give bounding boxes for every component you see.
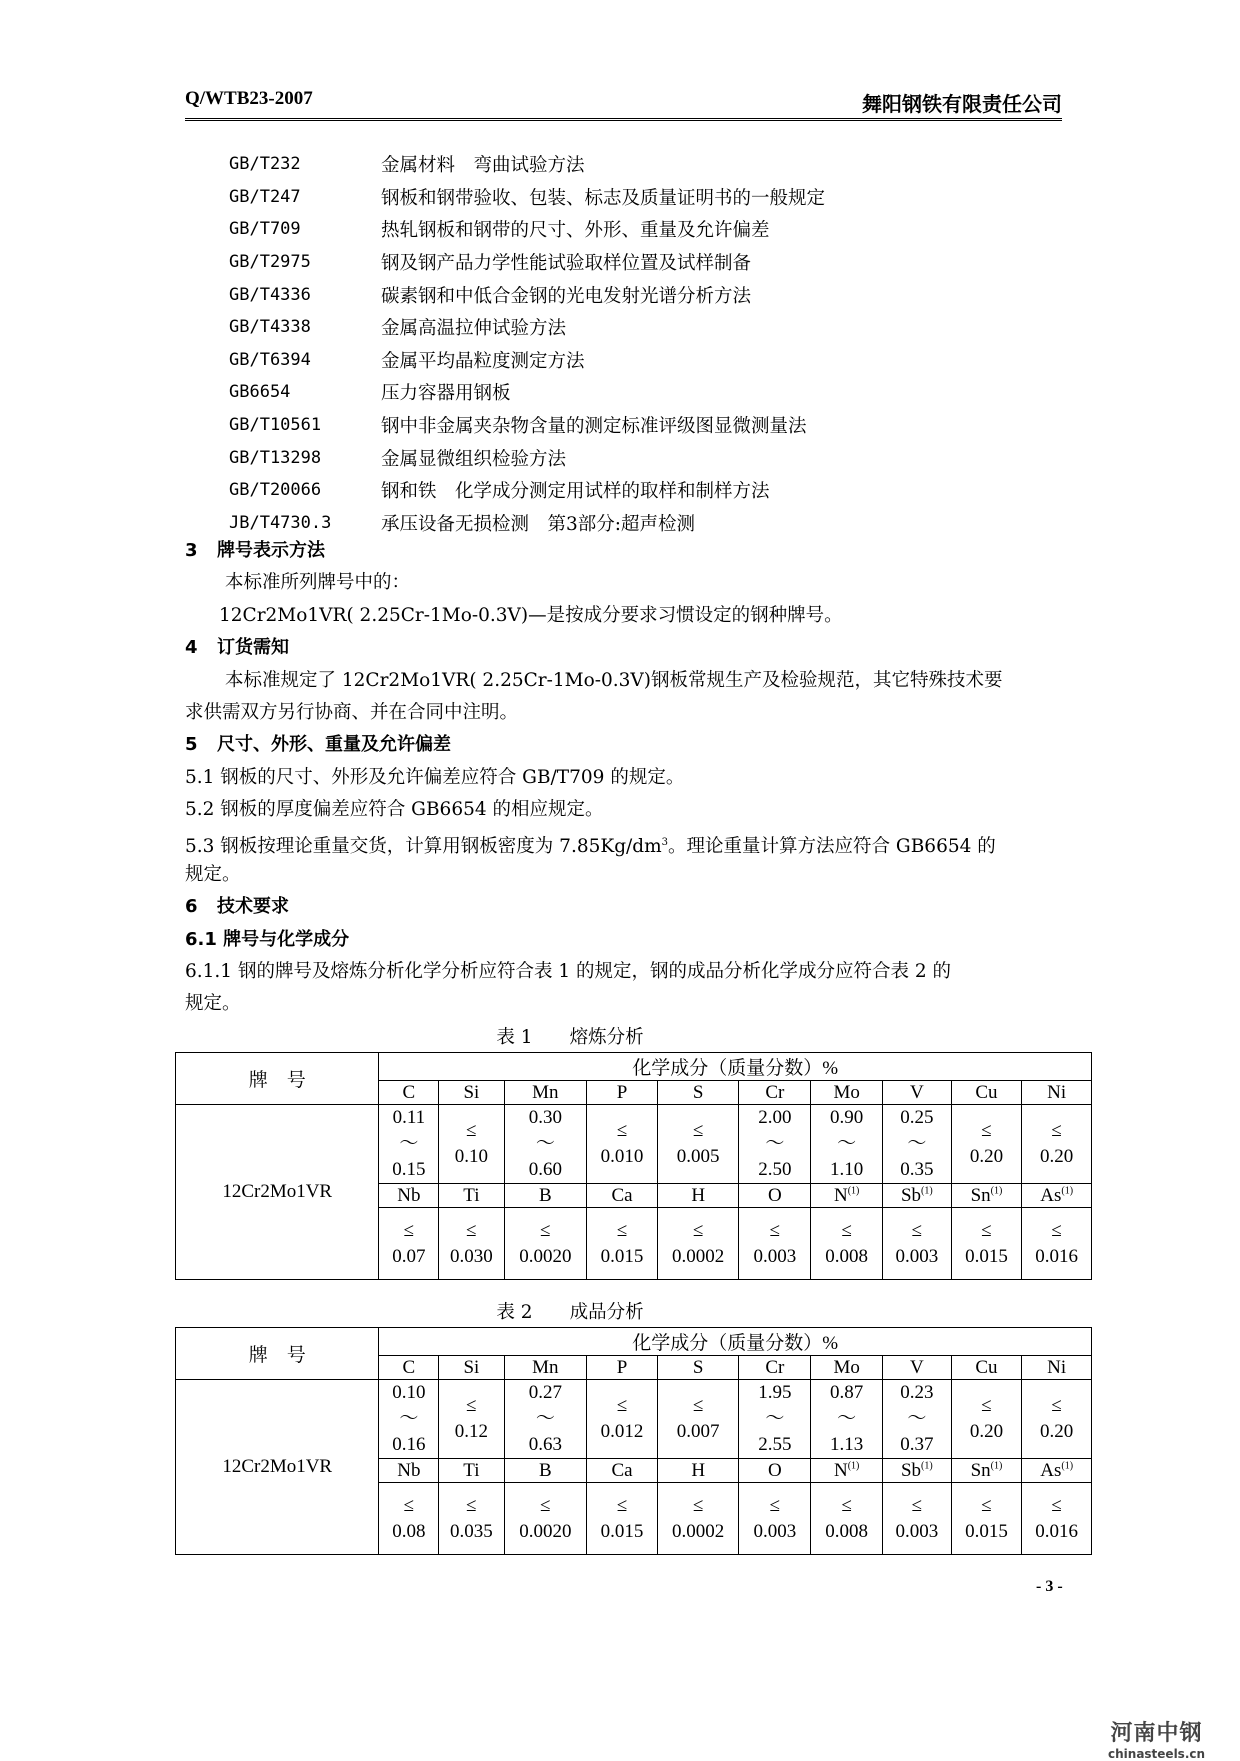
value-bottom: 0.015 bbox=[600, 1245, 644, 1267]
reference-code: GB/T247 bbox=[229, 186, 301, 207]
value-cell bbox=[739, 1380, 811, 1459]
site-watermark bbox=[1108, 1716, 1205, 1761]
element-name bbox=[504, 1184, 587, 1208]
value-cell bbox=[883, 1380, 952, 1459]
value-cell bbox=[587, 1105, 658, 1184]
element-symbol: H bbox=[691, 1184, 706, 1206]
reference-item bbox=[229, 311, 825, 344]
reference-item bbox=[229, 441, 825, 474]
value-cell bbox=[657, 1483, 739, 1555]
value-top: ≤ bbox=[466, 1494, 477, 1516]
reference-code: JB/T4730.3 bbox=[229, 512, 332, 533]
element-symbol: Ca bbox=[611, 1459, 633, 1481]
element-name bbox=[883, 1184, 952, 1208]
value-top: ≤ bbox=[466, 1219, 477, 1241]
reference-title: 钢中非金属夹杂物含量的测定标准评级图显微测量法 bbox=[381, 416, 807, 438]
element-name: Ni bbox=[1022, 1356, 1092, 1380]
element-name: Mn bbox=[504, 1356, 587, 1380]
value-top: 0.11 bbox=[392, 1107, 426, 1128]
reference-code: GB/T13298 bbox=[229, 447, 322, 468]
value-bottom: 0.12 bbox=[454, 1421, 488, 1442]
value-cell bbox=[439, 1483, 504, 1555]
value-cell bbox=[504, 1105, 587, 1184]
element-name: Mo bbox=[811, 1081, 883, 1105]
value-top: 0.27 bbox=[528, 1382, 562, 1403]
value-cell bbox=[587, 1380, 658, 1459]
reference-item bbox=[229, 246, 825, 279]
value-bottom: 0.016 bbox=[1035, 1245, 1079, 1267]
reference-item bbox=[229, 344, 825, 377]
element-name bbox=[439, 1184, 504, 1208]
value-cell bbox=[439, 1380, 504, 1459]
value-cell bbox=[811, 1380, 883, 1459]
reference-list bbox=[229, 148, 825, 539]
reference-code: GB/T4336 bbox=[229, 284, 311, 305]
value-top: ≤ bbox=[692, 1120, 704, 1141]
element-name: Si bbox=[439, 1081, 504, 1105]
reference-item bbox=[229, 278, 825, 311]
section-4-heading: 4 订货需知 bbox=[185, 637, 289, 659]
value-top: 0.25 bbox=[900, 1107, 934, 1128]
element-symbol: Nb bbox=[397, 1184, 421, 1206]
clause-5-3-cont: 规定。 bbox=[185, 863, 241, 885]
value-top: ≤ bbox=[1051, 1120, 1062, 1141]
value-cell bbox=[811, 1208, 883, 1280]
value-top: ≤ bbox=[692, 1494, 704, 1516]
value-top: 0.23 bbox=[900, 1382, 934, 1403]
value-top: ≤ bbox=[911, 1494, 923, 1516]
element-symbol: Ca bbox=[611, 1184, 633, 1206]
company-name: 舞阳钢铁有限责任公司 bbox=[862, 92, 1062, 116]
value-bottom: 0.005 bbox=[676, 1146, 720, 1167]
value-top: ≤ bbox=[981, 1219, 992, 1241]
element-name: Mn bbox=[504, 1081, 587, 1105]
table-1-caption: 表 1 熔炼分析 bbox=[496, 1027, 644, 1048]
element-name: Cr bbox=[739, 1356, 811, 1380]
element-name: C bbox=[379, 1356, 439, 1380]
value-cell bbox=[657, 1208, 739, 1280]
value-bottom: 0.16 bbox=[392, 1434, 426, 1455]
value-cell bbox=[739, 1483, 811, 1555]
value-top: ≤ bbox=[466, 1120, 477, 1141]
element-name bbox=[739, 1459, 811, 1483]
brand-cell: 12Cr2Mo1VR bbox=[176, 1105, 379, 1280]
reference-item bbox=[229, 148, 825, 181]
value-top: ≤ bbox=[769, 1219, 781, 1241]
reference-code: GB/T709 bbox=[229, 219, 301, 240]
value-range-sep: ～ bbox=[535, 1408, 555, 1429]
element-symbol: Ti bbox=[463, 1184, 480, 1206]
value-range-sep: ～ bbox=[837, 1133, 857, 1154]
value-top: ≤ bbox=[981, 1120, 992, 1141]
value-range-sep: ～ bbox=[399, 1133, 419, 1154]
value-range-sep: ～ bbox=[535, 1133, 555, 1154]
value-top: ≤ bbox=[616, 1395, 628, 1416]
section-6-heading: 6 技术要求 bbox=[185, 896, 289, 918]
element-name: S bbox=[657, 1356, 739, 1380]
element-name: P bbox=[587, 1081, 658, 1105]
value-top: ≤ bbox=[1051, 1494, 1062, 1516]
value-cell bbox=[379, 1208, 439, 1280]
value-bottom: 0.07 bbox=[392, 1245, 426, 1267]
reference-code: GB/T6394 bbox=[229, 349, 311, 370]
value-range-sep: ～ bbox=[765, 1133, 785, 1154]
table-header-row bbox=[176, 1328, 1092, 1356]
element-symbol: Sn bbox=[970, 1184, 991, 1206]
reference-title: 钢及钢产品力学性能试验取样位置及试样制备 bbox=[381, 253, 752, 275]
value-bottom: 0.20 bbox=[1040, 1146, 1074, 1167]
brand-cell: 12Cr2Mo1VR bbox=[176, 1380, 379, 1555]
reference-title: 钢和铁 化学成分测定用试样的取样和制样方法 bbox=[381, 481, 770, 503]
page-number: - 3 - bbox=[1036, 1578, 1063, 1595]
value-cell bbox=[657, 1380, 739, 1459]
element-symbol: N bbox=[833, 1184, 848, 1206]
value-range-sep: ～ bbox=[837, 1408, 857, 1429]
watermark-logo: 河南中钢 bbox=[1110, 1721, 1203, 1746]
clause-5-2: 5.2 钢板的厚度偏差应符合 GB6654 的相应规定。 bbox=[185, 799, 604, 821]
value-cell bbox=[504, 1380, 587, 1459]
value-top: ≤ bbox=[616, 1219, 628, 1241]
reference-title: 金属高温拉伸试验方法 bbox=[381, 318, 567, 340]
element-symbol: As bbox=[1040, 1459, 1062, 1481]
value-top: 1.95 bbox=[758, 1382, 792, 1403]
value-bottom: 0.008 bbox=[825, 1245, 869, 1267]
clause-6-1-heading: 6.1 牌号与化学成分 bbox=[185, 928, 350, 950]
element-symbol: O bbox=[768, 1184, 782, 1206]
element-name bbox=[883, 1459, 952, 1483]
value-cell bbox=[439, 1208, 504, 1280]
element-symbol: B bbox=[539, 1459, 552, 1481]
value-bottom: 0.003 bbox=[753, 1245, 797, 1267]
section-3-heading: 3 牌号表示方法 bbox=[185, 540, 325, 561]
element-symbol: As bbox=[1040, 1184, 1062, 1206]
element-symbol: Sb bbox=[900, 1459, 922, 1481]
reference-item bbox=[229, 409, 825, 442]
section-5-heading: 5 尺寸、外形、重量及允许偏差 bbox=[185, 734, 451, 756]
reference-title: 钢板和钢带验收、包装、标志及质量证明书的一般规定 bbox=[381, 187, 826, 209]
value-cell bbox=[1022, 1483, 1092, 1555]
value-bottom: 2.50 bbox=[758, 1159, 792, 1180]
paragraph: 12Cr2Mo1VR( 2.25Cr-1Mo-0.3V)—是按成分要求习惯设定的钢种牌号。 bbox=[219, 604, 843, 626]
value-row bbox=[176, 1380, 1092, 1459]
value-top: ≤ bbox=[1051, 1219, 1062, 1241]
value-top: ≤ bbox=[1051, 1395, 1062, 1416]
value-cell bbox=[811, 1105, 883, 1184]
value-bottom: 1.13 bbox=[830, 1434, 864, 1455]
value-cell bbox=[379, 1105, 439, 1184]
reference-title: 压力容器用钢板 bbox=[381, 383, 511, 405]
table-header-row bbox=[176, 1053, 1092, 1081]
value-bottom: 0.0002 bbox=[672, 1245, 725, 1267]
value-range-sep: ～ bbox=[907, 1133, 927, 1154]
element-name bbox=[811, 1459, 883, 1483]
element-name: Si bbox=[439, 1356, 504, 1380]
watermark-url: chinasteels.cn bbox=[1108, 1747, 1206, 1761]
value-bottom: 0.012 bbox=[600, 1421, 644, 1442]
value-bottom: 0.0002 bbox=[672, 1520, 725, 1542]
value-range-sep: ～ bbox=[765, 1408, 785, 1429]
value-bottom: 0.0020 bbox=[519, 1520, 572, 1542]
reference-title: 金属材料 弯曲试验方法 bbox=[381, 155, 585, 177]
value-cell bbox=[883, 1483, 952, 1555]
composition-header-cell: 化学成分（质量分数）% bbox=[379, 1328, 1092, 1356]
value-top: ≤ bbox=[403, 1494, 415, 1516]
element-symbol: H bbox=[691, 1459, 706, 1481]
element-symbol: Sn bbox=[970, 1459, 991, 1481]
value-bottom: 0.035 bbox=[450, 1520, 493, 1542]
value-bottom: 0.35 bbox=[900, 1159, 934, 1180]
table-2-product-analysis bbox=[175, 1327, 1092, 1555]
reference-item bbox=[229, 376, 825, 409]
value-top: ≤ bbox=[841, 1219, 852, 1241]
value-bottom: 0.015 bbox=[965, 1520, 1008, 1542]
value-cell bbox=[587, 1208, 658, 1280]
value-cell bbox=[1022, 1380, 1092, 1459]
value-cell bbox=[379, 1380, 439, 1459]
value-bottom: 0.10 bbox=[454, 1146, 488, 1167]
value-cell bbox=[951, 1380, 1022, 1459]
value-bottom: 0.016 bbox=[1035, 1520, 1079, 1542]
element-name: V bbox=[883, 1081, 952, 1105]
paragraph: 本标准规定了 12Cr2Mo1VR( 2.25Cr-1Mo-0.3V)钢板常规生产及检验规范，其它特殊技术要 bbox=[225, 669, 1003, 691]
value-bottom: 0.15 bbox=[392, 1159, 426, 1180]
value-top: ≤ bbox=[540, 1219, 551, 1241]
reference-title: 热轧钢板和钢带的尺寸、外形、重量及允许偏差 bbox=[381, 220, 770, 242]
value-bottom: 0.015 bbox=[600, 1520, 644, 1542]
value-top: 0.90 bbox=[830, 1107, 864, 1128]
element-name: V bbox=[883, 1356, 952, 1380]
reference-title: 金属显微组织检验方法 bbox=[381, 448, 567, 470]
footnote-marker: (1) bbox=[990, 1185, 1003, 1197]
element-symbol: Sb bbox=[900, 1184, 922, 1206]
element-name bbox=[1022, 1459, 1092, 1483]
clause-5-3: 5.3 钢板按理论重量交货，计算用钢板密度为 $7.85Kg/dm^3$。理论重量计算方法应符合 GB6654 的 bbox=[185, 835, 996, 857]
value-top: 0.10 bbox=[392, 1382, 426, 1403]
value-cell bbox=[587, 1483, 658, 1555]
footnote-marker: (1) bbox=[847, 1185, 860, 1197]
element-name bbox=[504, 1459, 587, 1483]
value-top: ≤ bbox=[403, 1219, 415, 1241]
value-bottom: 0.08 bbox=[392, 1520, 426, 1542]
element-name: Ni bbox=[1022, 1081, 1092, 1105]
brand-header-cell: 牌 号 bbox=[176, 1328, 379, 1380]
value-bottom: 0.003 bbox=[753, 1520, 797, 1542]
reference-code: GB/T2975 bbox=[229, 252, 311, 273]
clause-6-1-1: 6.1.1 钢的牌号及熔炼分析化学分析应符合表 1 的规定，钢的成品分析化学成分应符合表 2 的 bbox=[185, 961, 952, 983]
page-header bbox=[185, 88, 1062, 121]
element-name bbox=[1022, 1184, 1092, 1208]
element-name bbox=[379, 1459, 439, 1483]
value-bottom: 0.007 bbox=[676, 1421, 720, 1442]
value-top: 2.00 bbox=[758, 1107, 792, 1128]
value-top: ≤ bbox=[616, 1494, 628, 1516]
footnote-marker: (1) bbox=[1061, 1460, 1074, 1472]
value-bottom: 0.003 bbox=[895, 1245, 939, 1267]
element-name: Cr bbox=[739, 1081, 811, 1105]
reference-code: GB/T10561 bbox=[229, 415, 322, 436]
value-cell bbox=[504, 1483, 587, 1555]
reference-code: GB6654 bbox=[229, 382, 291, 403]
footnote-marker: (1) bbox=[921, 1460, 933, 1472]
element-name: S bbox=[657, 1081, 739, 1105]
reference-item bbox=[229, 213, 825, 246]
value-cell bbox=[379, 1483, 439, 1555]
clause-5-1: 5.1 钢板的尺寸、外形及允许偏差应符合 GB/T709 的规定。 bbox=[185, 766, 685, 788]
brand-header-cell: 牌 号 bbox=[176, 1053, 379, 1105]
reference-code: GB/T20066 bbox=[229, 480, 322, 501]
value-top: ≤ bbox=[692, 1219, 704, 1241]
value-cell bbox=[739, 1105, 811, 1184]
element-name bbox=[811, 1184, 883, 1208]
value-top: 0.30 bbox=[528, 1107, 562, 1128]
value-bottom: 0.015 bbox=[965, 1245, 1008, 1267]
element-symbol: O bbox=[768, 1459, 782, 1481]
element-name bbox=[657, 1184, 739, 1208]
element-symbol: Nb bbox=[397, 1459, 421, 1481]
value-cell bbox=[657, 1105, 739, 1184]
value-top: ≤ bbox=[540, 1494, 551, 1516]
value-top: ≤ bbox=[769, 1494, 781, 1516]
element-symbol: Ti bbox=[463, 1459, 480, 1481]
value-top: 0.87 bbox=[830, 1382, 864, 1403]
standard-code: Q/WTB23-2007 bbox=[185, 88, 313, 109]
reference-title: 碳素钢和中低合金钢的光电发射光谱分析方法 bbox=[381, 285, 752, 307]
element-name bbox=[587, 1459, 658, 1483]
element-name bbox=[657, 1459, 739, 1483]
table-2-caption: 表 2 成品分析 bbox=[496, 1302, 644, 1323]
element-symbol: B bbox=[539, 1184, 552, 1206]
paragraph: 本标准所列牌号中的： bbox=[225, 572, 411, 594]
paragraph: 求供需双方另行协商、并在合同中注明。 bbox=[185, 701, 519, 723]
footnote-marker: (1) bbox=[1061, 1185, 1074, 1197]
reference-title: 承压设备无损检测 第3部分:超声检测 bbox=[381, 513, 696, 535]
value-bottom: 0.030 bbox=[450, 1245, 493, 1267]
element-name bbox=[439, 1459, 504, 1483]
reference-item bbox=[229, 181, 825, 214]
value-bottom: 0.20 bbox=[969, 1146, 1004, 1167]
footnote-marker: (1) bbox=[990, 1460, 1003, 1472]
element-name bbox=[951, 1459, 1022, 1483]
footnote-marker: (1) bbox=[921, 1185, 933, 1197]
footnote-marker: (1) bbox=[847, 1460, 860, 1472]
element-name: C bbox=[379, 1081, 439, 1105]
value-cell bbox=[811, 1483, 883, 1555]
value-bottom: 0.20 bbox=[969, 1421, 1004, 1442]
value-bottom: 0.0020 bbox=[519, 1245, 572, 1267]
reference-code: GB/T4338 bbox=[229, 317, 311, 338]
value-top: ≤ bbox=[692, 1395, 704, 1416]
reference-code: GB/T232 bbox=[229, 154, 301, 175]
value-cell bbox=[951, 1208, 1022, 1280]
value-top: ≤ bbox=[466, 1395, 477, 1416]
value-top: ≤ bbox=[981, 1494, 992, 1516]
element-name: Cu bbox=[951, 1081, 1022, 1105]
value-bottom: 0.37 bbox=[900, 1434, 934, 1455]
value-range-sep: ～ bbox=[399, 1408, 419, 1429]
clause-6-1-1-cont: 规定。 bbox=[185, 993, 241, 1015]
element-name: P bbox=[587, 1356, 658, 1380]
value-bottom: 0.20 bbox=[1040, 1421, 1074, 1442]
reference-title: 金属平均晶粒度测定方法 bbox=[381, 350, 585, 372]
value-cell bbox=[883, 1208, 952, 1280]
value-bottom: 0.010 bbox=[600, 1146, 644, 1167]
value-cell bbox=[1022, 1208, 1092, 1280]
element-name bbox=[379, 1184, 439, 1208]
value-cell bbox=[883, 1105, 952, 1184]
value-bottom: 0.008 bbox=[825, 1520, 869, 1542]
value-cell bbox=[439, 1105, 504, 1184]
reference-item bbox=[229, 474, 825, 507]
element-symbol: N bbox=[833, 1459, 848, 1481]
value-cell bbox=[504, 1208, 587, 1280]
value-range-sep: ～ bbox=[907, 1408, 927, 1429]
element-name bbox=[951, 1184, 1022, 1208]
body-text bbox=[185, 535, 1070, 1021]
element-name: Cu bbox=[951, 1356, 1022, 1380]
value-bottom: 2.55 bbox=[758, 1434, 792, 1455]
value-bottom: 0.60 bbox=[528, 1159, 562, 1180]
value-top: ≤ bbox=[841, 1494, 852, 1516]
element-name bbox=[739, 1184, 811, 1208]
element-name: Mo bbox=[811, 1356, 883, 1380]
element-name bbox=[587, 1184, 658, 1208]
value-cell bbox=[1022, 1105, 1092, 1184]
value-cell bbox=[951, 1483, 1022, 1555]
value-bottom: 0.003 bbox=[895, 1520, 939, 1542]
value-top: ≤ bbox=[981, 1395, 992, 1416]
composition-header-cell: 化学成分（质量分数）% bbox=[379, 1053, 1092, 1081]
value-cell bbox=[739, 1208, 811, 1280]
value-row bbox=[176, 1105, 1092, 1184]
value-bottom: 0.63 bbox=[528, 1434, 562, 1455]
table-1-melt-analysis bbox=[175, 1052, 1092, 1280]
value-bottom: 1.10 bbox=[830, 1159, 864, 1180]
value-top: ≤ bbox=[911, 1219, 923, 1241]
value-top: ≤ bbox=[616, 1120, 628, 1141]
value-cell bbox=[951, 1105, 1022, 1184]
